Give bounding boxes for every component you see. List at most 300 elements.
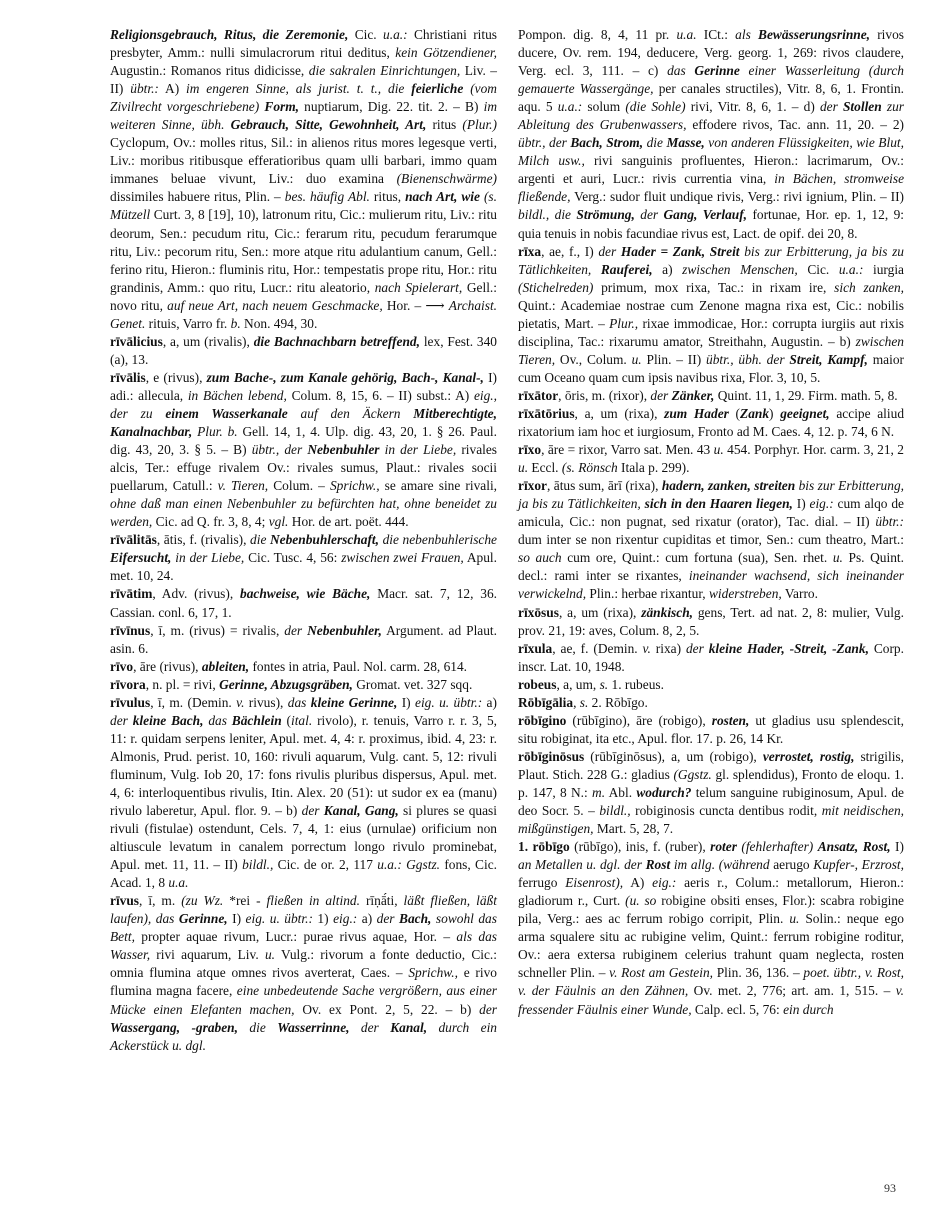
entry-text: solum [582, 99, 626, 115]
entry-text: *rei - [223, 893, 267, 909]
entry-text: , a, um (rixa), [558, 604, 642, 620]
dictionary-entry [110, 333, 497, 369]
entry-headword: Rōbīgālia [518, 694, 574, 710]
entry-text: Masse, [666, 135, 705, 151]
right-column [518, 26, 904, 1019]
dictionary-entry [110, 658, 497, 676]
entry-text: ( [728, 405, 741, 421]
entry-text [401, 406, 414, 421]
entry-text: das [287, 694, 307, 710]
entry-text: die [646, 135, 663, 151]
entry-text: Ov. ex Pont. 2, 5, 22. – b) [294, 1001, 480, 1017]
entry-text: Bächlein [231, 712, 282, 728]
entry-text: accipe aliud rixatorium iam hoc et iurgiosum, Fronto ad M. Caes. 4, 12. p. 74, 6 N. [518, 405, 905, 440]
entry-text: ohne daß man einen Nebenbuhler zu befürchten hat, ohne beneidet zu werden, [110, 496, 497, 530]
dictionary-entry [110, 26, 497, 333]
entry-text: s. [599, 676, 609, 692]
entry-text: Religionsgebrauch, Ritus, die Zeremonie, [110, 27, 349, 42]
entry-text [288, 406, 301, 421]
entry-text: Cyclopum, Ov.: molles ritus, Sil.: in alienos ritus mores legesque verti, Liv.: moribus ritibusque efferatioribus quam ulli barbari, immo quam immanes beluae vivunt, Liv.: duo examina [110, 135, 497, 187]
entry-text: feierliche [411, 81, 464, 97]
entry-text: Stollen [842, 99, 882, 115]
entry-text: Bach, Strom, [570, 135, 644, 151]
entry-text: Wassergang, -graben, [110, 1019, 238, 1035]
entry-text: bis zur Erbitterung, ja bis zu Tätlichkeiten, [518, 243, 904, 277]
entry-text: Cic. ad Q. fr. 3, 8, 4; [152, 514, 269, 530]
entry-text: , ī, m. (rivus) = rivalis, [150, 622, 285, 638]
entry-text: rivus), [244, 694, 288, 710]
entry-headword: rīvo [110, 658, 134, 674]
entry-text: Colum. – [268, 478, 330, 494]
entry-text: Curt. 3, 8 [19], 10), latronum ritu, Cic.: mulierum ritu, Liv.: ritu deorum, Sen.: pecudum ritu, Cic.: ferarum ritu, pecudum ferarumque ritu, Liv.: pecorum ritu, Sen.: more atque ritu adulantium canum, Gell.: ferino ritu, Hieron.: fluminis ritu, Hor.: tempestatis prope ritu, Hor.: ritu grandinis, Amm.: quo ritu, Lucr.: ritu aleatorio, [110, 207, 497, 295]
entry-text: Strömung, [576, 207, 635, 223]
entry-headword: rīvīnus [110, 622, 151, 638]
entry-text: Gebrauch, Sitte, Gewohnheit, Art, [230, 117, 427, 133]
entry-text: der [284, 622, 303, 638]
entry-text: I) [890, 839, 904, 855]
entry-text: (Bienenschwärme) [396, 171, 497, 187]
entry-text: Macr. sat. 7, 12, 36. Cassian. conl. 6, 17, 1. [110, 586, 497, 620]
entry-headword: rīxa [518, 243, 542, 259]
entry-text: (fehlerhafter) [741, 839, 814, 855]
entry-text [427, 1020, 438, 1035]
entry-text: (Stichelreden) [518, 279, 594, 295]
entry-text: der [598, 243, 617, 259]
entry-text: ferrugo [518, 875, 566, 891]
entry-text [751, 27, 758, 42]
entry-text: nach Spielerart, [374, 279, 463, 295]
entry-text: Calp. ecl. 5, 76: [691, 1001, 784, 1017]
entry-headword: rīvālis [110, 369, 146, 385]
entry-text: übtr., übh. der [706, 351, 785, 367]
entry-text: Plin.: herbae rixantur, [586, 586, 709, 602]
entry-text: die sakralen Einrichtungen, [308, 63, 461, 79]
entry-text: I) adi.: allecula, [110, 369, 497, 403]
entry-text: Corp. inscr. Lat. 10, 1948. [518, 640, 904, 674]
entry-text: a) [482, 694, 497, 710]
entry-text: se amare sine rivali, [379, 478, 498, 494]
dictionary-entry [110, 585, 497, 621]
entry-text: u.a.: [377, 857, 402, 873]
entry-headword: rīxula [518, 640, 553, 656]
entry-headword: rīxor [518, 478, 547, 494]
entry-text: Argument. ad Plaut. asin. 6. [110, 622, 497, 656]
entry-text: Itala p. 299). [617, 460, 690, 476]
entry-text: fontes in atria, Paul. Nol. carm. 28, 614. [249, 658, 468, 674]
entry-text: einer Wasserleitung (durch gemauerte Wassergänge, [518, 63, 904, 97]
entry-text: Ov., Colum. [555, 351, 632, 367]
entry-text: primum, mox rixa, Tac.: in rixam ire, [593, 279, 835, 295]
entry-text: Cic. de or. 2, 117 [273, 857, 378, 873]
entry-text: si plures se quasi rivuli (fistulae) ostendunt, Cels. 7, 4, 1: eius (urnulae) orificium non altiuscule levatum in canalem porrectum longo rivulo prominebat, Apul. met. 11, 11. – II) [110, 803, 497, 873]
dictionary-entry [518, 441, 904, 477]
entry-text: eine unbedeutende Sache vergrößern, aus einer Mücke einen Elefanten machen, [110, 983, 497, 1017]
left-column [110, 26, 497, 1055]
entry-text: Archaist. Genet. [110, 297, 498, 331]
entry-text: rīṇā́ti, [359, 893, 404, 909]
dictionary-entry [110, 676, 497, 694]
dictionary-entry [110, 694, 497, 893]
entry-text: Gerinne, [178, 911, 228, 927]
entry-text: Ansatz, Rost, [817, 839, 891, 855]
entry-text: Cic. Tusc. 4, 56: [244, 550, 342, 566]
entry-text: Sprichw., [329, 478, 380, 494]
entry-text: Wasserrinne, [277, 1019, 350, 1035]
entry-text: ein durch [783, 1001, 834, 1017]
entry-text: bildl., [242, 857, 274, 873]
dictionary-entry [518, 243, 904, 387]
entry-text: Hader = Zank, Streit [620, 243, 740, 259]
entry-headword: rīxo [518, 442, 542, 458]
entry-text: Verg.: sudor fluit undique rivis, Verg.: rivi ignium, Plin. – II) [570, 189, 904, 205]
entry-text: aeris r., Colum.: metallorum, Hieron.: gladiorum r., Curt. [518, 875, 904, 909]
entry-text: der [685, 640, 704, 656]
entry-text: an Metallen u. dgl. der [518, 857, 642, 873]
entry-text: als das Wasser, [110, 929, 497, 963]
entry-text: u. [789, 911, 800, 927]
entry-text: vgl. [268, 514, 289, 530]
entry-text: u. [832, 550, 843, 566]
entry-text: übtr.: [875, 514, 904, 530]
entry-text: rivales alcis, Ter.: effuge rivalem Ov.: rivales sumus, Plaut.: rivales socii puellarum, Catull.: [110, 442, 498, 494]
entry-text: (zu Wz. [181, 893, 224, 909]
entry-text: per canales structiles), Vitr. 8, 6, 1. Frontin. aqu. 5 [518, 81, 904, 115]
dictionary-entry [518, 694, 904, 712]
entry-text: Nebenbuhler, [307, 622, 382, 638]
entry-text: aerugo [769, 857, 814, 873]
entry-headword: rīxātōrius [518, 405, 575, 421]
entry-text: rivos ducere, Ov. rem. 194, deducere, Verg. georg. 1, 269: rivos claudere, Verg. ecl. 3, 111. – c) [518, 27, 905, 79]
entry-text: u.a. [676, 27, 697, 42]
entry-text: Gromat. vet. 327 sqq. [352, 676, 473, 692]
entry-headword: rōbīgino [518, 712, 567, 728]
entry-text [266, 1020, 277, 1035]
entry-text: bes. häufig Abl. [284, 189, 370, 205]
entry-text: , ī, m. (Demin. [150, 694, 237, 710]
entry-text: Vulg.: rivorum a fonte deductio, Cic.: omnia flumina atque omnes rivos averterat, Caes. – [110, 947, 497, 981]
entry-text: v. Rost am Gestein, [609, 965, 714, 981]
entry-text: rixa) [650, 640, 686, 656]
entry-text: Abl. [605, 784, 637, 800]
entry-text: fons, Cic. Acad. 1, 8 [110, 857, 498, 891]
entry-text: Hor. – ⟶ [382, 297, 449, 313]
entry-text: ut gladius usu splendescit, situ robiginat, ita etc., Apul. flor. 17. p. 26, 14 Kr. [518, 712, 904, 746]
entry-text: e rivo flumina magna facere, [110, 965, 497, 999]
entry-text: iurgia [863, 261, 904, 277]
dictionary-entry [518, 387, 904, 405]
entry-text: v. [236, 694, 245, 710]
entry-text: rivi aquarum, Liv. [150, 947, 265, 963]
entry-text: zwischen Menschen, [682, 261, 798, 277]
entry-text: kein Götzendiener, [395, 45, 497, 61]
entry-text: , ōris, m. (rixor), [558, 387, 651, 403]
entry-text: Gang, Verlauf, [663, 207, 748, 223]
entry-text: sich zanken, [834, 279, 904, 295]
entry-text: Ggstz. [406, 857, 440, 873]
dictionary-entry [518, 712, 904, 748]
entry-text: dissimiles habuere ritus, Plin. – [110, 189, 285, 205]
entry-text: Cic. [797, 261, 839, 277]
entry-text: so auch [518, 550, 562, 566]
entry-text: (s. Mützell [110, 189, 497, 223]
entry-headword: rōbīginōsus [518, 748, 585, 764]
entry-text: auf neue Art, nach neuem Geschmacke, [167, 297, 383, 313]
entry-text: v. Rost, v. der Fäulnis an den Zähnen, [518, 965, 904, 999]
entry-headword: robeus [518, 676, 557, 692]
entry-text: Solin.: neque ego arma squalere situ ac rubigine velim, Quint.: ferrum robigine roditur, Ov.: aera extersa rubiginem celerius trahunt quam neglecta, rosten schneller Plin. – [518, 911, 904, 981]
entry-headword: rīvālicius [110, 333, 163, 349]
entry-text: Sprichw., [408, 965, 458, 981]
entry-text: zum Bache-, zum Kanale gehörig, Bach-, Kanal-, [206, 369, 484, 385]
entry-text: kleine Gerinne, [310, 694, 398, 710]
dictionary-entry [518, 604, 904, 640]
dictionary-entry [518, 640, 904, 676]
entry-text: (rūbīgo), inis, f. (ruber), [569, 839, 711, 855]
entry-text: zum Hader [664, 405, 729, 421]
entry-text: (vom Zivilrecht vorgeschriebene) [110, 81, 497, 115]
entry-text: , ī, m. [139, 893, 182, 909]
entry-text: der [640, 207, 659, 223]
entry-text: Gell.: novo ritu, [110, 279, 497, 313]
entry-headword: rīvātim [110, 586, 153, 602]
entry-text: durch ein Ackerstück u. dgl. [110, 1019, 497, 1053]
dictionary-entry [110, 531, 497, 585]
entry-text: zur Ableitung des Grubenwassers, [518, 99, 904, 133]
entry-text: u. [518, 460, 529, 476]
entry-text: rixae immodicae, Hor.: corrupta iurgiis aut rixis disciplina, Tac.: rixarumu amator, Streithahn, Augustin. – b) [518, 315, 904, 349]
entry-text: zwischen zwei Frauen, [341, 550, 464, 566]
entry-text: Zänker, [671, 387, 715, 403]
entry-text: Streit, Kampf, [789, 351, 868, 367]
dictionary-entry [518, 676, 904, 694]
entry-text: u. [713, 442, 724, 458]
entry-text: , ae, f., I) [541, 243, 599, 259]
entry-text: I) [227, 911, 246, 927]
entry-text: zänkisch, [641, 604, 693, 620]
page-number: 93 [884, 1181, 896, 1195]
entry-text [381, 81, 388, 96]
entry-text: , āre = rixor, Varro sat. Men. 43 [541, 442, 714, 458]
entry-text: Eisenrost), [565, 875, 624, 891]
entry-text: ital. [290, 712, 313, 728]
entry-text: der [376, 911, 395, 927]
entry-text: (die Sohle) [625, 99, 686, 115]
entry-text: im weiteren Sinne, übh. [110, 99, 497, 133]
entry-text: Rost [645, 857, 671, 873]
entry-text: , a, um, [556, 676, 600, 692]
entry-text: läßt fließen, läßt laufen), das [110, 893, 497, 927]
entry-text: ableiten, [201, 658, 250, 674]
entry-text: der [819, 99, 838, 115]
entry-text: , Adv. (rivus), [152, 586, 240, 602]
entry-text [350, 1020, 361, 1035]
entry-text: einem Wasserkanale [165, 405, 288, 421]
entry-text: der [360, 1019, 379, 1035]
entry-text [591, 262, 601, 277]
entry-text: maior cum Oceano quam cum ipsis navibus rixa, Flor. 3, 10, 5. [518, 351, 904, 385]
entry-text: a) [357, 911, 377, 927]
entry-text: der [110, 712, 128, 728]
entry-text: widerstreben, [708, 586, 782, 602]
entry-text: , n. pl. = rivi, [145, 676, 220, 692]
entry-text: die [388, 81, 405, 97]
entry-text: , āre (rivus), [133, 658, 202, 674]
entry-text: 454. Porphyr. Hor. carm. 3, 21, 2 [723, 442, 904, 458]
entry-text: Eifersucht, [110, 550, 172, 566]
entry-text: gl. splendidus), Fronto de eloqu. 1. p. 147, 8 N.: [518, 766, 904, 800]
entry-text: eig., der zu [110, 387, 497, 421]
entry-text: nuptiarum, Dig. 22. tit. 2. – B) [299, 99, 484, 115]
entry-text: , ae, f. (Demin. [552, 640, 643, 656]
entry-text: Apul. met. 10, 24. [110, 550, 498, 584]
entry-headword: rīvulus [110, 694, 151, 710]
entry-text: Eccl. [528, 460, 562, 476]
entry-text: , [573, 694, 580, 710]
entry-text: Gerinne, Abzugsgräben, [219, 676, 353, 692]
entry-text: Mart. 5, 28, 7. [593, 821, 674, 837]
entry-text: (Ggstz. [673, 766, 712, 782]
entry-text: u. [631, 351, 642, 367]
entry-text: Ps. Quint. decl.: rami inter se rixantes, [518, 550, 904, 584]
entry-text: ) [769, 405, 781, 421]
entry-text: poet. übtr., [803, 965, 862, 981]
entry-text: cum alqo de amicula, Cic.: non pugnat, sed rixatur (orator), Tac. dial. – II) [518, 496, 904, 530]
entry-text: die [250, 532, 267, 548]
entry-text: in der Liebe, [384, 442, 457, 458]
entry-text: lex, Fest. 340 (a), 13. [110, 333, 497, 367]
entry-text: 1. rubeus. [608, 676, 664, 692]
entry-text [153, 406, 166, 421]
entry-text: Hor. de art. poët. 444. [288, 514, 409, 530]
entry-text: Varro. [781, 586, 818, 602]
entry-text: fließen in altind. [266, 893, 360, 909]
entry-text: Augustin.: Romanos ritus didicisse, [110, 63, 309, 79]
entry-text: bildl., die [518, 207, 571, 223]
entry-text: rivi sanguinis profluentes, Hieron.: lacrimarum, Ov.: argenti et auri, Lucr.: rivis currentia vina, [518, 153, 904, 187]
entry-text: dum inter se non rixentur cupiditas et timor, Sen.: cum theatro, Mart.: [518, 532, 904, 548]
entry-text: nach Art, wie [405, 189, 480, 205]
entry-text: (rūbīginōsus), a, um (robigo), [584, 748, 763, 764]
entry-headword: rīvālitās [110, 532, 157, 548]
entry-text: im allg. (während [673, 857, 770, 873]
entry-text: Gerinne [694, 63, 740, 79]
entry-text: auf den Äckern [300, 405, 401, 421]
entry-headword: rīvus [110, 893, 140, 909]
entry-text: kleine Hader, -Streit, -Zank, [708, 640, 869, 656]
entry-text: Nebenbuhler [307, 442, 380, 458]
entry-text: robigine obsiti enses, Flor.): scabra robigine pila, Verg.: aes ac ferrum robigo corripit, Plin. [518, 893, 905, 927]
entry-text: , e (rivus), [145, 369, 207, 385]
entry-text: als [735, 27, 751, 42]
entry-text: effodere rivos, Tac. ann. 11, 20. – 2) [686, 117, 904, 133]
dictionary-entry [110, 369, 497, 531]
entry-headword: rīxātor [518, 387, 559, 403]
entry-text: Plin. – II) [641, 351, 707, 367]
entry-text: eig.: [333, 911, 358, 927]
entry-text: übtr.: [130, 81, 159, 97]
entry-text: (rūbīgino), āre (robigo), [566, 712, 712, 728]
entry-text: Pompon. dig. 8, 4, 11 pr. [518, 27, 677, 42]
entry-text: u. [264, 947, 275, 963]
dictionary-entry [518, 838, 904, 1018]
entry-text: , ātis, f. (rivalis), [156, 532, 251, 548]
entry-text: Plur. b. [197, 424, 238, 440]
entry-text: in Bächen, stromweise fließende, [518, 171, 905, 205]
entry-headword: 1. rōbīgo [518, 839, 570, 855]
entry-text: v. fressender Fäulnis einer Wunde, [518, 983, 904, 1017]
entry-text: telum sanguine rubiginosum, Apul. de deo Socr. 5. – [518, 784, 904, 819]
entry-text: ritus [426, 117, 463, 133]
entry-text: eig.: [809, 496, 834, 512]
entry-text: propter aquae rivum, Lucr.: purae rivus aquae, Hor. – [134, 929, 457, 945]
entry-text: kleine Bach, [132, 712, 204, 728]
entry-text: der [650, 387, 669, 403]
entry-text: eig.: [652, 875, 677, 891]
entry-text: Ov. met. 2, 776; art. am. 1, 515. – [688, 983, 896, 999]
entry-text: Zank [740, 405, 770, 421]
entry-text: Bewässerungsrinne, [758, 27, 871, 42]
entry-text: Kupfer-, Erzrost, [813, 857, 904, 873]
entry-headword: rīvora [110, 676, 146, 692]
entry-text: 1) [312, 911, 334, 927]
entry-text: in Bächen lebend, [187, 387, 287, 403]
entry-text: Cic. [348, 27, 384, 42]
entry-text: hadern, zanken, streiten [661, 478, 796, 494]
entry-text: I) [792, 496, 810, 512]
entry-text: Christiani ritus presbyter, Amm.: nulli simulacrorum ritui deditus, [110, 27, 498, 61]
entry-text: (Plur.) [462, 117, 497, 133]
entry-text: rituis, Varro fr. [145, 315, 231, 331]
entry-text: bis zur Erbitterung, ja bis zu Tätlichkeiten, [518, 478, 904, 512]
entry-text: eig. u. übtr.: [415, 694, 483, 710]
entry-text: bachweise, wie Bäche, [240, 586, 371, 602]
entry-text: u.a.: [557, 99, 583, 115]
entry-text [238, 1020, 249, 1035]
entry-text: im engeren Sinne, als jurist. t. t., [186, 81, 382, 97]
entry-text: (u. so [625, 893, 657, 909]
entry-text: Form, [264, 99, 299, 115]
entry-text: ritus, [369, 189, 406, 205]
entry-text: Colum. 8, 15, 6. – II) subst.: A) [286, 387, 474, 403]
entry-text: wodurch? [636, 784, 692, 800]
entry-text: rivi, Vitr. 8, 6, 1. – d) [685, 99, 820, 115]
entry-text: I) [397, 694, 416, 710]
entry-text: eig. u. übtr.: [245, 911, 313, 927]
entry-text: u.a. [168, 875, 189, 891]
entry-text: rosten, [711, 712, 750, 728]
entry-text: A) [158, 81, 187, 97]
entry-text: sowohl das Bett, [110, 911, 497, 945]
entry-text: s. [579, 694, 589, 710]
entry-text: Plin. 36, 136. – [713, 965, 804, 981]
entry-text: 2. Rōbīgo. [588, 694, 648, 710]
entry-text: das [208, 712, 227, 728]
entry-text: der [479, 1001, 497, 1017]
dictionary-entry [110, 892, 497, 1054]
entry-text: , a, um (rixa), [574, 405, 665, 421]
entry-text: geeignet, [780, 405, 830, 421]
dictionary-entry [518, 405, 904, 441]
entry-text: (s. Rönsch [561, 460, 618, 476]
entry-text: , ātus sum, ārī (rixa), [547, 478, 662, 494]
entry-text: gens, Tert. ad nat. 2, 8: mulier, Vulg. prov. 21, 19: aves, Colum. 8, 2, 5. [518, 604, 904, 638]
entry-text: fortunae, Hor. ep. 1, 12, 9: quia tenuis in nobis facundiae rivus est, Lact. de opif. dei 20, 8. [518, 207, 904, 241]
entry-text: das [667, 63, 686, 79]
entry-text: Gell. 14, 1, 4. Ulp. dig. 43, 20, 1. § 26. Paul. dig. 43, 20, 3. § 5. – B) [110, 424, 497, 458]
entry-headword: rīxōsus [518, 604, 559, 620]
entry-text: Non. 494, 30. [240, 315, 318, 331]
dictionary-entry [518, 748, 904, 838]
